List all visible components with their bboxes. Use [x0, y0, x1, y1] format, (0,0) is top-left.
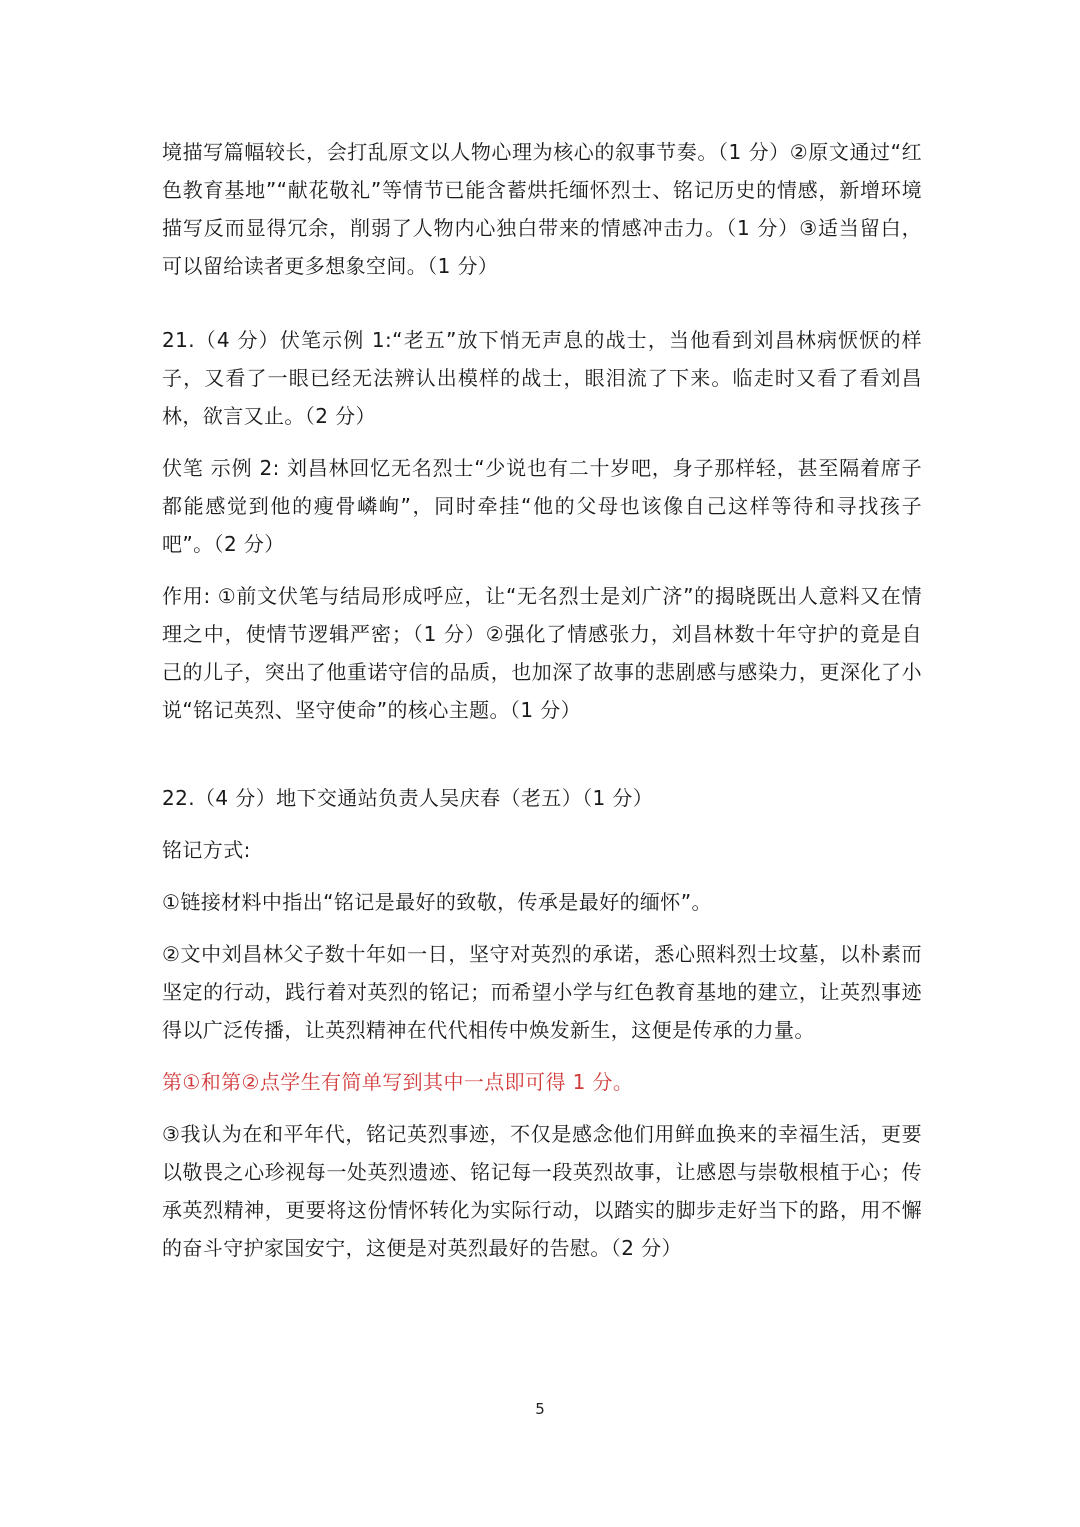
q22-grading-note: 第①和第②点学生有简单写到其中一点即可得 1 分。 — [162, 1070, 634, 1094]
q21-foreshadow-example-2: 伏笔 示例 2: 刘昌林回忆无名烈士“少说也有二十岁吧，身子那样轻，甚至隔着席子都能感觉到他的瘦骨嶙峋”，同时牵挂“他的父母也该像自己这样等待和寻找孩子吧”。（2 分） — [162, 456, 922, 556]
answer-continuation-paragraph: 境描写篇幅较长，会打乱原文以人物心理为核心的叙事节奏。（1 分）②原文通过“红色教育基地”“献花敬礼”等情节已能含蓄烘托缅怀烈士、铭记历史的情感，新增环境描写反而显得冗余，削弱了人物内心独白带来的情感冲击力。（1 分）③适当留白，可以留给读者更多想象空间。（1 分） — [162, 140, 922, 278]
q21-foreshadow-example-1: 21.（4 分）伏笔示例 1:“老五”放下悄无声息的战士，当他看到刘昌林病恹恹的样子，又看了一眼已经无法辨认出模样的战士，眼泪流了下来。临走时又看了看刘昌林，欲言又止。（2 分） — [162, 328, 922, 428]
q22-point-3: ③我认为在和平年代，铭记英烈事迹，不仅是感念他们用鲜血换来的幸福生活，更要以敬畏之心珍视每一处英烈遗迹、铭记每一段英烈故事，让感恩与崇敬根植于心；传承英烈精神，更要将这份情怀转化为实际行动，以踏实的脚步走好当下的路，用不懈的奋斗守护家国安宁，这便是对英烈最好的告慰。（2 分） — [162, 1122, 922, 1260]
q22-point-2: ②文中刘昌林父子数十年如一日，坚守对英烈的承诺，悉心照料烈士坟墓，以朴素而坚定的行动，践行着对英烈的铭记；而希望小学与红色教育基地的建立，让英烈事迹得以广泛传播，让英烈精神在代代相传中焕发新生，这便是传承的力量。 — [162, 942, 922, 1042]
q22-heading: 22.（4 分）地下交通站负责人吴庆春（老五）（1 分） — [162, 786, 654, 810]
q22-method-label: 铭记方式: — [162, 838, 251, 862]
document-body — [162, 133, 922, 1267]
page-number: 5 — [535, 1400, 545, 1418]
q22-point-1: ①链接材料中指出“铭记是最好的致敬，传承是最好的缅怀”。 — [162, 890, 712, 914]
q21-effect-paragraph: 作用: ①前文伏笔与结局形成呼应，让“无名烈士是刘广济”的揭晓既出人意料又在情理之中，使情节逻辑严密；（1 分）②强化了情感张力，刘昌林数十年守护的竟是自己的儿子，突出了他重诺守信的品质，也加深了故事的悲剧感与感染力，更深化了小说“铭记英烈、坚守使命”的核心主题。（1 分） — [162, 584, 922, 722]
